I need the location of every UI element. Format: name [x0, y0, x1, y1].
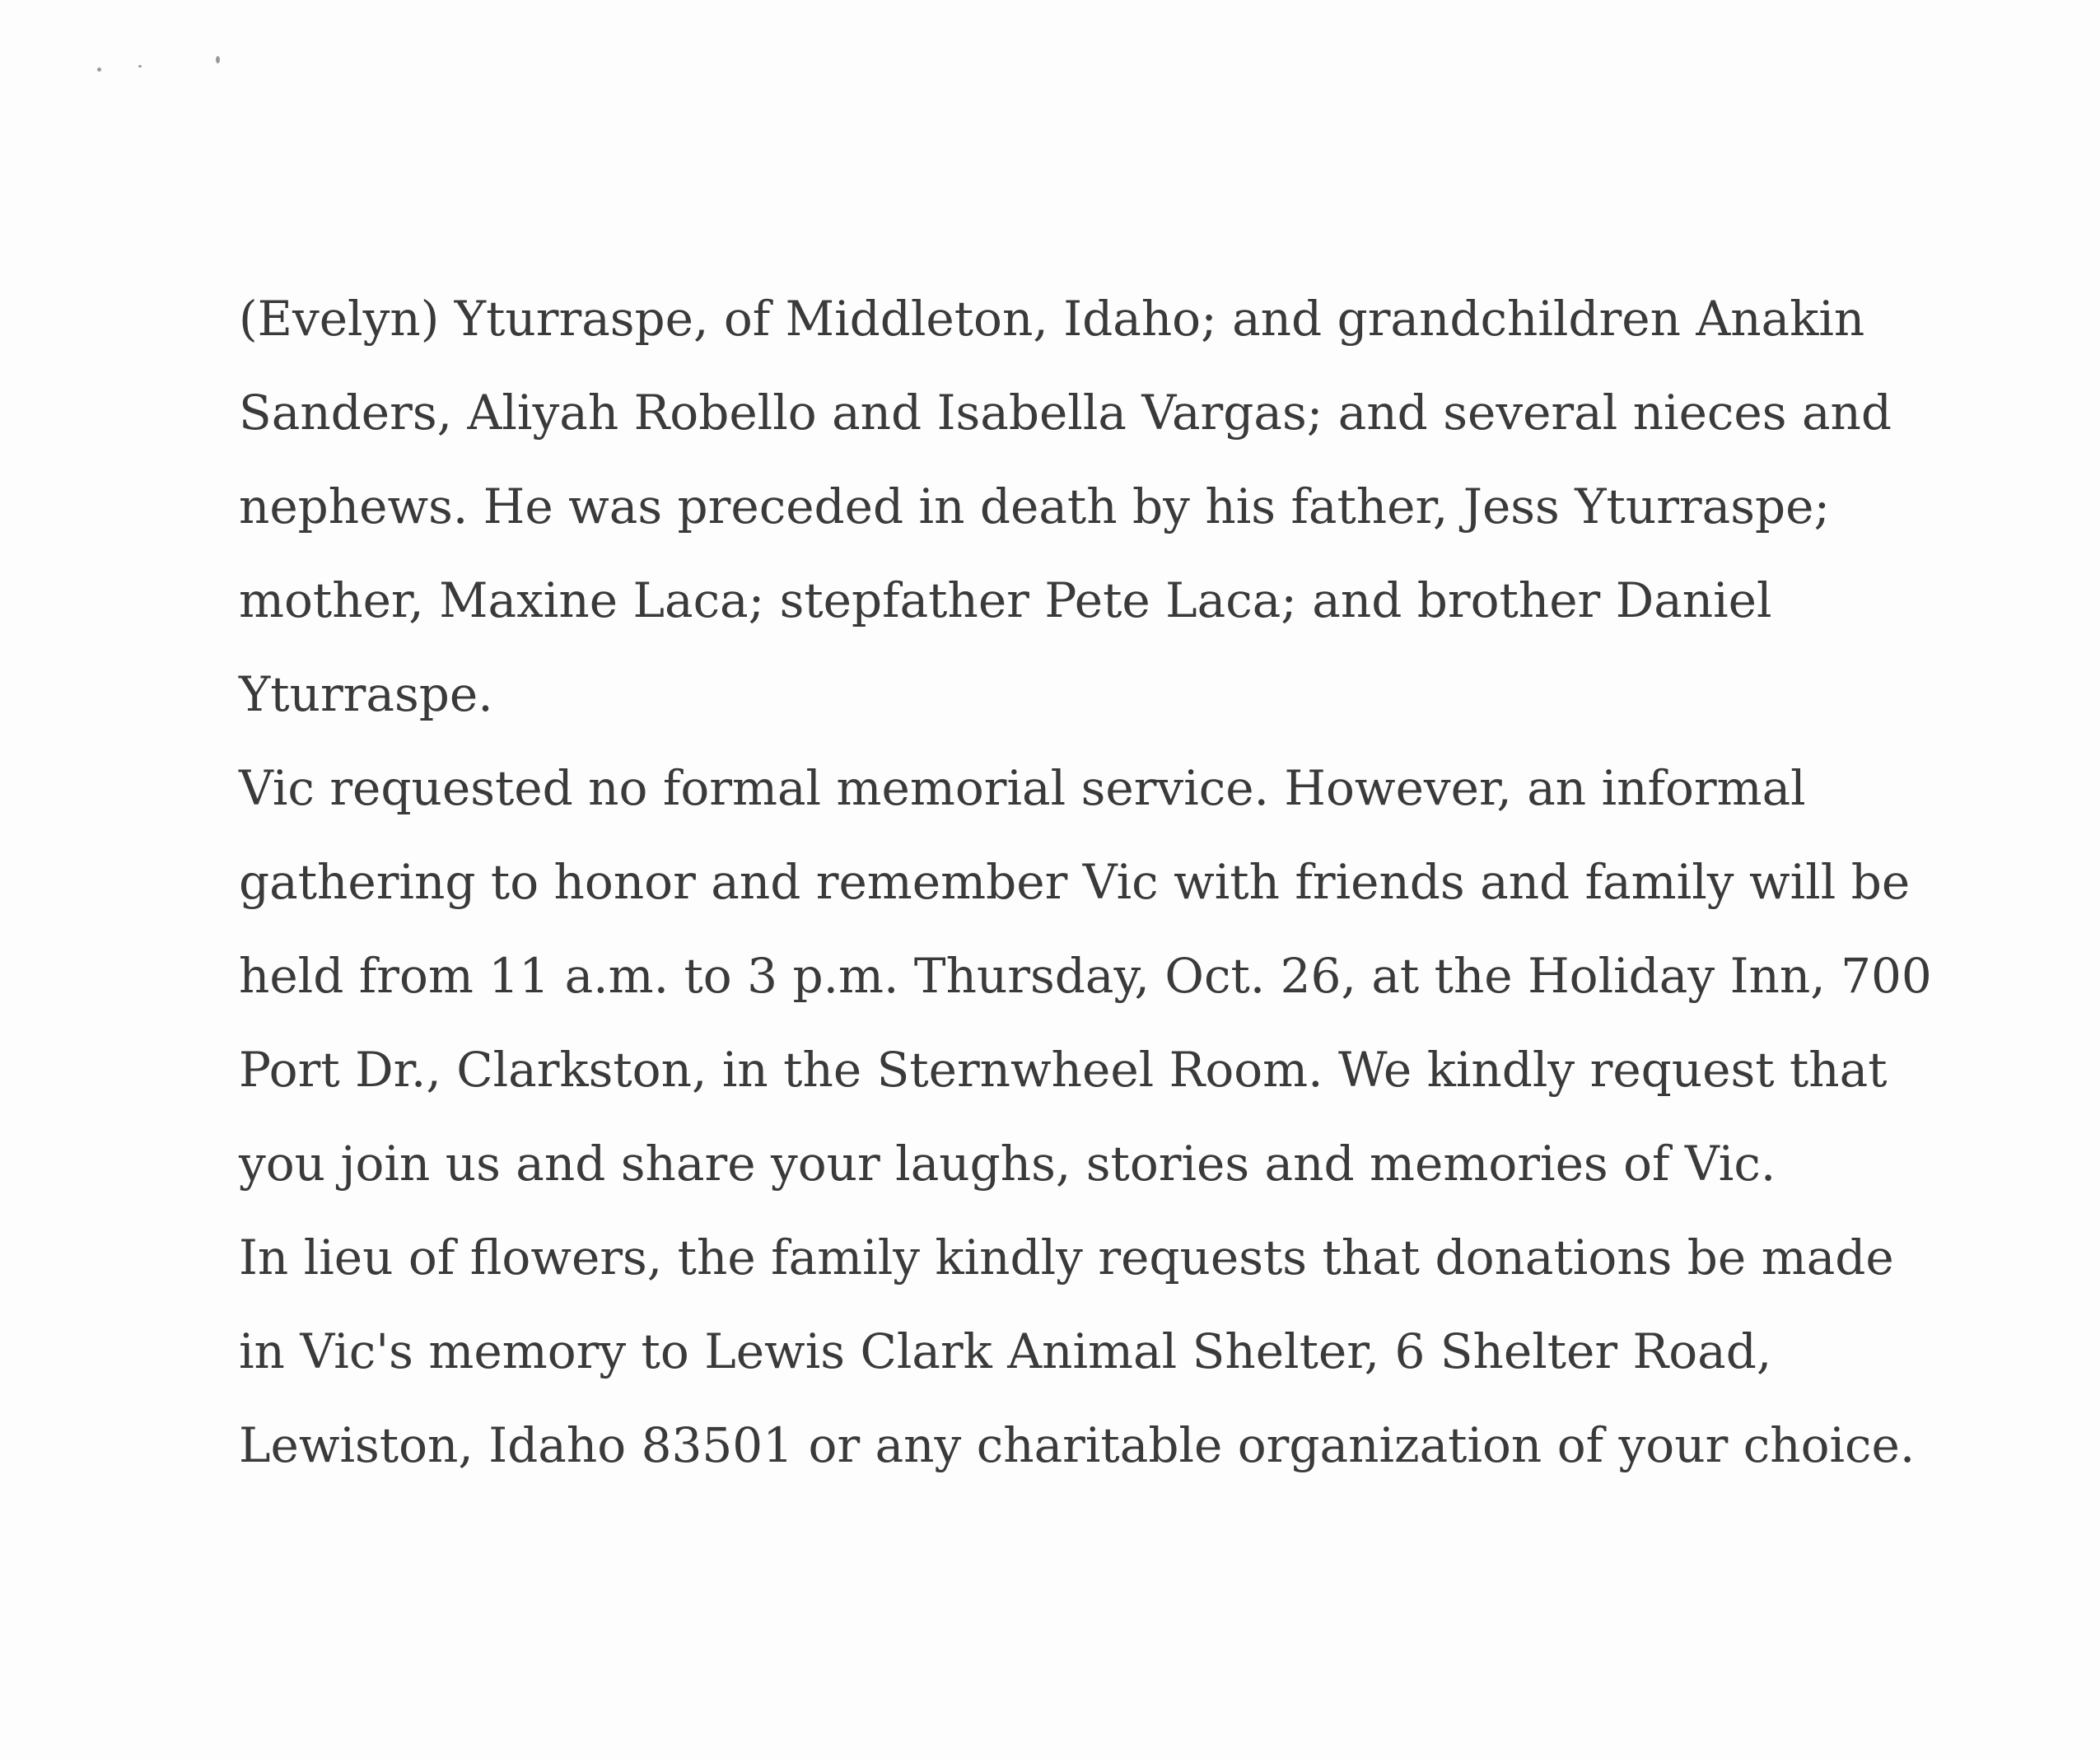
text-line: nephews. He was preceded in death by his father, Jess Yturraspe;: [239, 478, 1830, 534]
scan-speck: [97, 68, 101, 72]
text-line: Vic requested no formal memorial service. However, an informal: [239, 760, 1806, 816]
text-line: In lieu of flowers, the family kindly requests that donations be made: [239, 1229, 1894, 1285]
text-line: Sanders, Aliyah Robello and Isabella Vargas; and several nieces and: [239, 385, 1892, 441]
scan-speck: [138, 65, 142, 68]
text-line: in Vic's memory to Lewis Clark Animal Shelter, 6 Shelter Road,: [239, 1323, 1772, 1379]
text-line: Yturraspe.: [239, 666, 493, 722]
text-line: held from 11 a.m. to 3 p.m. Thursday, Oct. 26, at the Holiday Inn, 700: [239, 948, 1932, 1004]
text-line: gathering to honor and remember Vic with friends and family will be: [239, 854, 1911, 910]
scan-speck: [216, 56, 220, 63]
text-line: Lewiston, Idaho 83501 or any charitable organization of your choice.: [239, 1417, 1916, 1473]
text-line: (Evelyn) Yturraspe, of Middleton, Idaho; and grandchildren Anakin: [239, 291, 1865, 347]
obituary-text: [239, 272, 1932, 1492]
text-line: you join us and share your laughs, stories and memories of Vic.: [239, 1136, 1776, 1192]
text-line: mother, Maxine Laca; stepfather Pete Laca; and brother Daniel: [239, 572, 1772, 628]
text-line: Port Dr., Clarkston, in the Sternwheel Room. We kindly request that: [239, 1042, 1888, 1098]
